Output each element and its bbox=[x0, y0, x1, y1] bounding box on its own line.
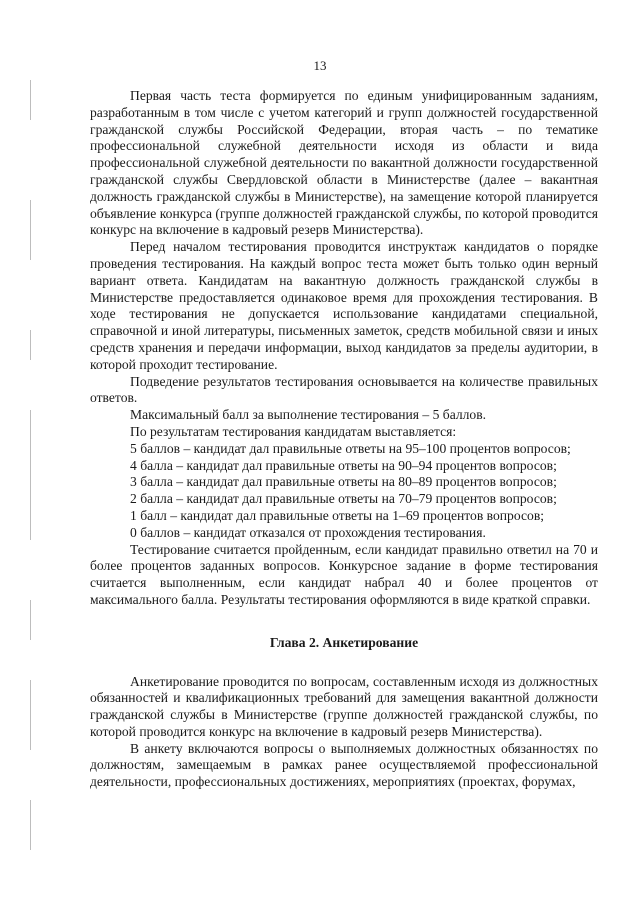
paragraph-test-instructions: Перед началом тестирования проводится инструктаж кандидатов о порядке проведения тестирования. На каждый вопрос теста может быть только один верный вариант ответа. Кандидатам на вакантную должность гражданской службы в Министерстве предоставляется одинаковое время для прохождения тестирования. В ходе тестирования не допускается использование кандидатами специальной, справочной и иной литературы, письменных заметок, средств мобильной связи и иных средств хранения и передачи информации, выход кандидатов за пределы аудитории, в которой проходит тестирование. bbox=[90, 239, 598, 372]
document-body bbox=[90, 88, 598, 791]
score-line-max: Максимальный балл за выполнение тестирования – 5 баллов. bbox=[130, 407, 487, 423]
score-line-3: 3 балла – кандидат дал правильные ответы на 80–89 процентов вопросов; bbox=[130, 474, 557, 490]
binding-margin-marks bbox=[30, 80, 32, 900]
score-line-4: 4 балла – кандидат дал правильные ответы на 90–94 процентов вопросов; bbox=[130, 457, 557, 473]
paragraph-questionnaire-basis: Анкетирование проводится по вопросам, составленным исходя из должностных обязанностей и квалификационных требований для замещения вакантной должности гражданской службы в Министерстве (группе должностей гражданской службы, по которой проводится конкурс на включение в кадровый резерв Министерства). bbox=[90, 673, 598, 739]
page-number: 13 bbox=[313, 58, 327, 73]
paragraph-test-passed: Тестирование считается пройденным, если кандидат правильно ответил на 70 и более процентов заданных вопросов. Конкурсное задание в форме тестирования считается выполненным, если кандидат набрал 40 и более процентов от максимального балла. Результаты тестирования оформляются в виде краткой справки. bbox=[90, 541, 598, 607]
score-line-0: 0 баллов – кандидат отказался от прохождения тестирования. bbox=[130, 524, 486, 540]
chapter-heading: Глава 2. Анкетирование bbox=[269, 634, 419, 650]
score-line-2: 2 балла – кандидат дал правильные ответы на 70–79 процентов вопросов; bbox=[130, 491, 557, 507]
score-line-1: 1 балл – кандидат дал правильные ответы на 1–69 процентов вопросов; bbox=[130, 507, 545, 523]
paragraph-results-basis: Подведение результатов тестирования основывается на количестве правильных ответов. bbox=[90, 373, 598, 406]
paragraph-test-structure: Первая часть теста формируется по единым унифицированным заданиям, разработанным в том числе с учетом категорий и групп должностей государственной гражданской службы Российской Федерации, вторая часть – по тематике профессиональной служебной деятельности исходя из области и вида профессиональной служебной деятельности по вакантной должности государственной гражданской службы Свердловской области в Министерстве (далее – вакантная должность гражданской службы в Министерстве), на замещение которой планируется объявление конкурса (группе должностей гражданской службы, по которой проводится конкурс на включение в кадровый резерв Министерства). bbox=[90, 88, 598, 238]
score-line-5: 5 баллов – кандидат дал правильные ответы на 95–100 процентов вопросов; bbox=[130, 440, 571, 456]
score-line-intro: По результатам тестирования кандидатам выставляется: bbox=[130, 423, 457, 439]
paragraph-questionnaire-content: В анкету включаются вопросы о выполняемых должностных обязанностях по должностям, замещаемым в рамках ранее осуществляемой профессиональной деятельности, профессиональных достижениях, мероприятиях (проектах, форумах, bbox=[90, 740, 598, 790]
